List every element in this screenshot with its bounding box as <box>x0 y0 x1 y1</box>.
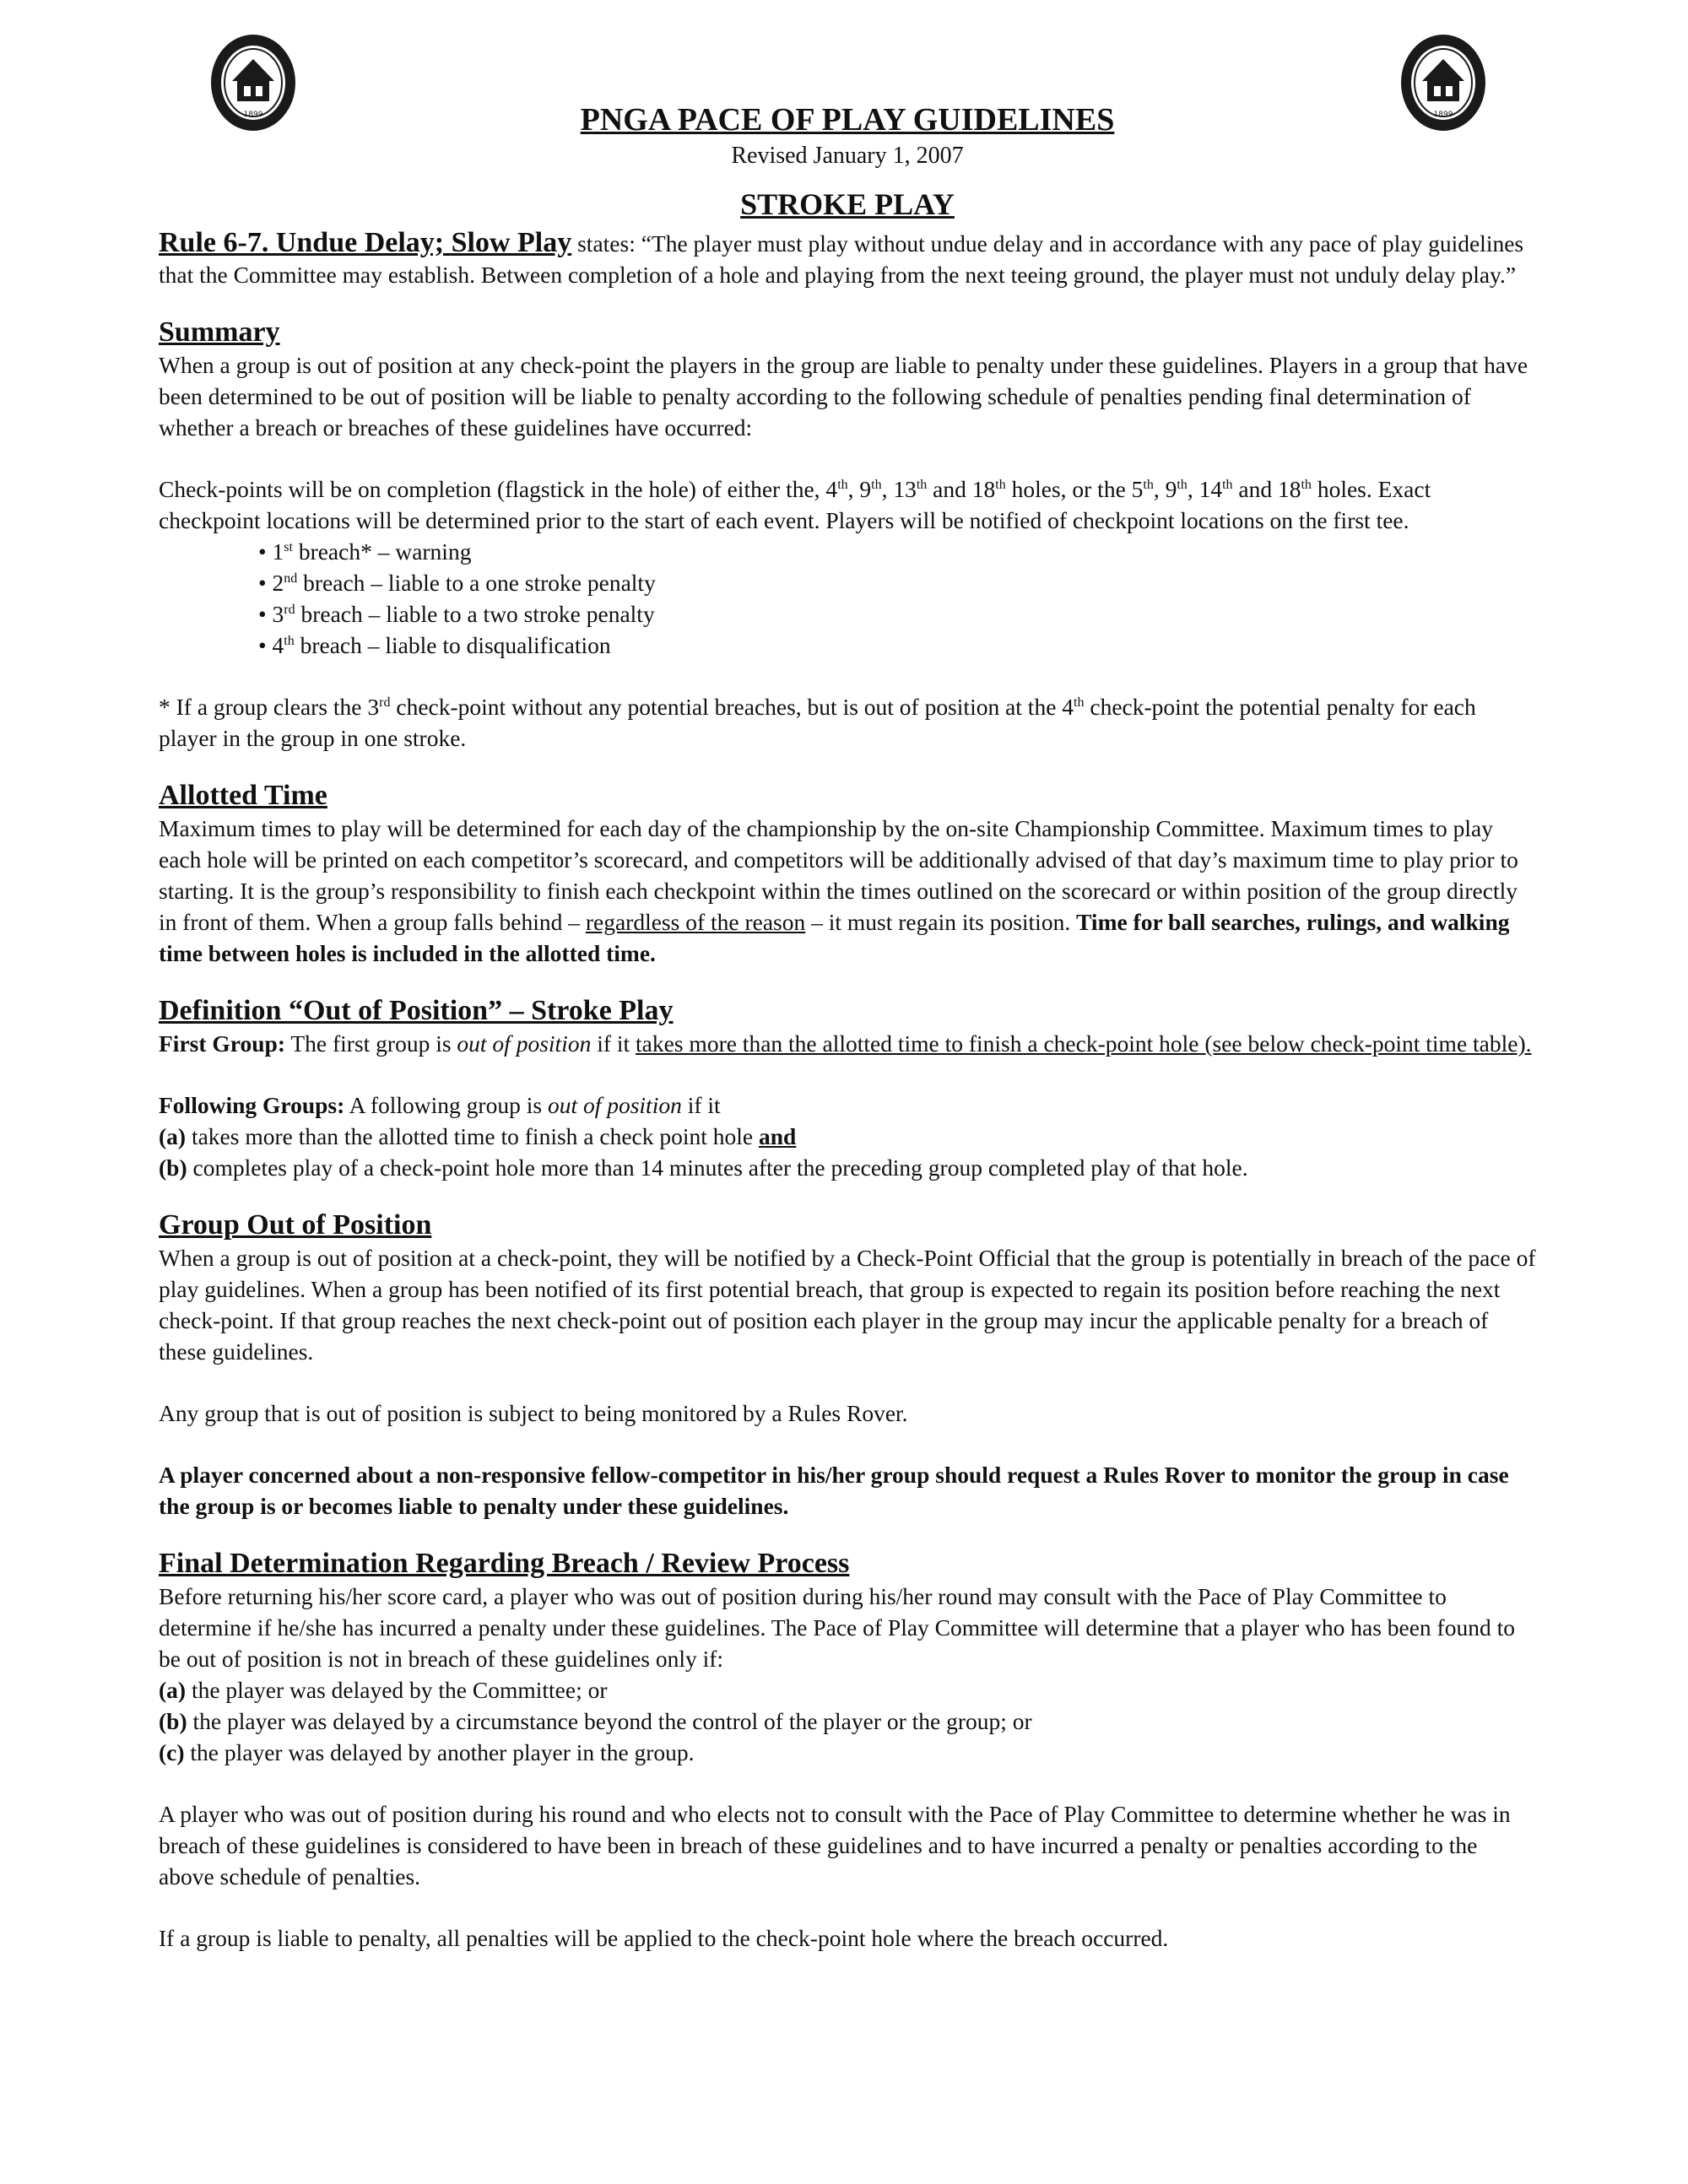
svg-text:1899: 1899 <box>243 111 263 119</box>
final-determination-heading: Final Determination Regarding Breach / Review Process <box>159 1548 850 1579</box>
svg-text:1899: 1899 <box>1433 111 1453 119</box>
group-out-paragraph-3: A player concerned about a non-responsive fellow-competitor in his/her group should request a Rules Rover to monitor the group in case the group is or becomes liable to penalty under these guidelines. <box>159 1462 1509 1519</box>
group-out-paragraph-2: Any group that is out of position is subject to being monitored by a Rules Rover. <box>159 1400 908 1426</box>
condition-a: (a) takes more than the allotted time to finish a check point hole and <box>159 1123 797 1149</box>
section-title: STROKE PLAY <box>740 187 955 221</box>
list-item: • 2nd breach – liable to a one stroke penalty <box>258 567 1536 598</box>
group-out-paragraph-1: When a group is out of position at a check-point, they will be notified by a Check-Point Official that the group is potentially in breach of the pace of play guidelines. When a group has been notified of its first potential breach, that group is expected to regain its position before reaching the next check-point. If that group reaches the next check-point out of position each player in the group may incur the applicable penalty for a breach of these guidelines. <box>159 1245 1536 1365</box>
document-content <box>159 101 1536 1954</box>
list-item: • 4th breach – liable to disqualification <box>258 630 1536 661</box>
summary-paragraph: When a group is out of position at any check-point the players in the group are liable to penalty under these guidelines. Players in a group that have been determined to be out of position will be liable to penalty according to the following schedule of penalties pending final determination of whether a breach or breaches of these guidelines have occurred: <box>159 352 1528 441</box>
allotted-time-heading: Allotted Time <box>159 780 327 811</box>
final-item-b: (b) the player was delayed by a circumstance beyond the control of the player or the group; or <box>159 1708 1032 1734</box>
final-paragraph-1: Before returning his/her score card, a player who was out of position during his/her round may consult with the Pace of Play Committee to determine if he/she has incurred a penalty under these guidelines. The Pace of Play Committee will determine that a player who has been found to be out of position is not in breach of these guidelines only if: <box>159 1583 1515 1672</box>
summary-heading: Summary <box>159 316 280 348</box>
rule-text: states: “The player must play without undue delay and in accordance with any pace of play guidelines that the Committee may establish. Between completion of a hole and playing from the next teeing ground, the player must not unduly delay play.” <box>159 230 1524 288</box>
penalty-list <box>159 536 1536 661</box>
final-paragraph-3: If a group is liable to penalty, all penalties will be applied to the check-point hole where the breach occurred. <box>159 1925 1169 1951</box>
first-group-paragraph: First Group: The first group is out of position if it takes more than the allotted time to finish a check-point hole (see below check-point time table). <box>159 1030 1532 1057</box>
revised-date: Revised January 1, 2007 <box>731 143 964 169</box>
final-item-a: (a) the player was delayed by the Committee; or <box>159 1677 608 1703</box>
footnote-paragraph: * If a group clears the 3rd check-point without any potential breaches, but is out of position at the 4th check-point the potential penalty for each player in the group in one stroke. <box>159 694 1476 751</box>
page-title: PNGA PACE OF PLAY GUIDELINES <box>580 102 1115 138</box>
checkpoint-paragraph: Check-points will be on completion (flagstick in the hole) of either the, 4th, 9th, 13th and 18th holes, or the 5th, 9th, 14th and 18th holes. Exact checkpoint locations will be determined prior to the start of each event. Players will be notified of checkpoint locations on the first tee. <box>159 476 1431 533</box>
rule-paragraph <box>159 227 1536 290</box>
rule-title: Rule 6-7. Undue Delay; Slow Play <box>159 227 572 258</box>
condition-b: (b) completes play of a check-point hole more than 14 minutes after the preceding group completed play of that hole. <box>159 1154 1248 1181</box>
definition-heading: Definition “Out of Position” – Stroke Play <box>159 995 674 1026</box>
following-groups-paragraph: Following Groups: A following group is out of position if it <box>159 1092 721 1118</box>
final-item-c: (c) the player was delayed by another player in the group. <box>159 1739 695 1765</box>
group-out-heading: Group Out of Position <box>159 1209 432 1241</box>
final-paragraph-2: A player who was out of position during his round and who elects not to consult with the Pace of Play Committee to determine whether he was in breach of these guidelines is considered to have been in breach of these guidelines and to have incurred a penalty or penalties according to the above schedule of penalties. <box>159 1801 1511 1889</box>
list-item: • 3rd breach – liable to a two stroke penalty <box>258 598 1536 630</box>
list-item: • 1st breach* – warning <box>258 536 1536 567</box>
allotted-time-paragraph: Maximum times to play will be determined for each day of the championship by the on-site Championship Committee. Maximum times to play each hole will be printed on each competitor’s scorecard, and competitors will be additionally advised of that day’s maximum time to play prior to starting. It is the group’s responsibility to finish each checkpoint within the times outlined on the scorecard or within position of the group directly in front of them. When a group falls behind – regardless of the reason – it must regain its position. Time for ball searches, rulings, and walking time between holes is included in the allotted time. <box>159 815 1518 966</box>
